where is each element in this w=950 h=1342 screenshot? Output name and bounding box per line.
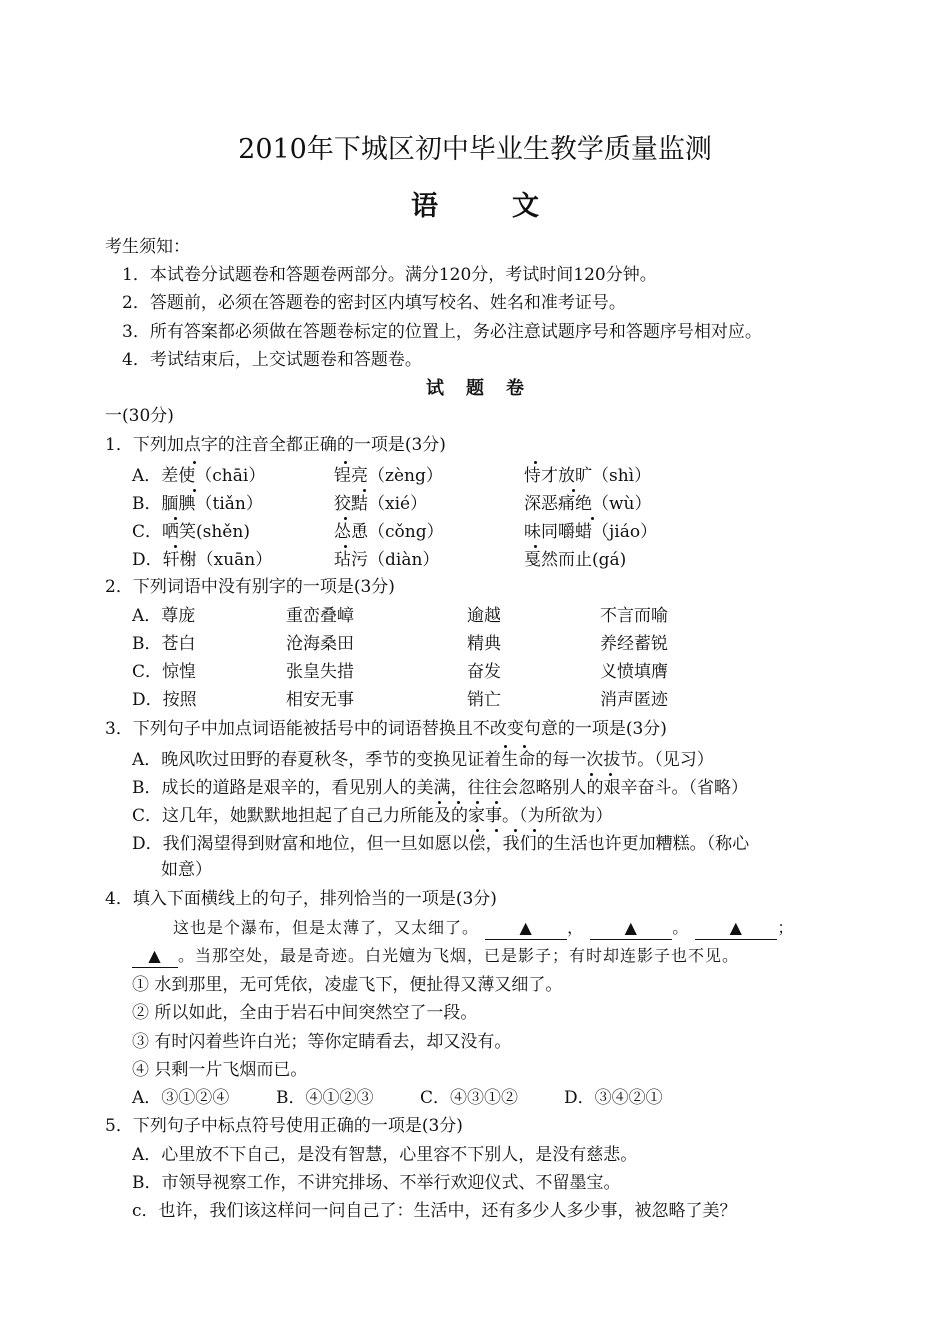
option-b-word-1: B．苍白 (132, 634, 196, 654)
passage-text: 这也是个瀑布，但是太薄了，又太细了。 (173, 918, 480, 937)
choice-b: B．④①②③ (276, 1088, 374, 1108)
option-c-word-2: 张皇失措 (286, 662, 354, 682)
option-b-word-2: 狡黠（xié） (334, 494, 428, 514)
section-title: 试题卷 (426, 378, 546, 399)
emphasis-dot (495, 801, 498, 804)
option-b-word-1: B．腼腆（tiǎn） (132, 494, 263, 514)
emphasis-dot (344, 517, 347, 520)
emphasis-dot (533, 829, 536, 832)
answer-blank: ▲ (132, 945, 178, 968)
option-b-word-2: 沧海桑田 (286, 634, 354, 654)
option-a-word-2: 重峦叠嶂 (286, 606, 354, 626)
emphasis-dot (363, 489, 366, 492)
answer-blank: ▲ (485, 917, 567, 940)
passage-line-2 (132, 945, 739, 968)
notice-item: 1．本试卷分试题卷和答题卷两部分。满分120分，考试时间120分钟。 (122, 265, 657, 285)
subject-heading: 语文 (411, 191, 613, 222)
notice-heading: 考生须知： (105, 237, 190, 257)
passage-line-1 (173, 917, 794, 940)
emphasis-dot (457, 801, 460, 804)
answer-blank: ▲ (695, 917, 777, 940)
emphasis-dot (590, 773, 593, 776)
question-2-stem: 2．下列词语中没有别字的一项是(3分) (105, 577, 395, 597)
option-c-word-2: 怂恿（cǒng） (334, 522, 444, 542)
emphasis-dot (193, 489, 196, 492)
emphasis-dot (523, 745, 526, 748)
passage-text: 。当那空处，最是奇迹。白光嬗为飞烟，已是影子；有时却连影子也不见。 (178, 946, 740, 965)
option-c: C．这几年，她默默地担起了自己力所能及的家事。（为所欲为） (132, 806, 613, 826)
option-a-word-3: 恃才放旷（shì） (524, 466, 652, 486)
emphasis-dot (572, 489, 575, 492)
sentence-2: ② 所以如此，全由于岩石中间突然空了一段。 (132, 1003, 478, 1023)
option-d: D．我们渴望得到财富和地位，但一旦如愿以偿，我们的生活也许更加糟糕。（称心 (132, 834, 750, 854)
emphasis-dot (534, 545, 537, 548)
question-1-stem: 1．下列加点字的注音全都正确的一项是(3分) (105, 435, 446, 455)
punctuation: ； (777, 918, 795, 937)
option-d-word-1: D．按照 (132, 690, 197, 710)
punctuation: 。 (672, 918, 690, 937)
emphasis-dot (495, 829, 498, 832)
emphasis-dot (609, 773, 612, 776)
notice-item: 3．所有答案都必须做在答题卷标定的位置上，务必注意试题序号和答题序号相对应。 (122, 322, 762, 342)
emphasis-dot (504, 745, 507, 748)
emphasis-dot (344, 545, 347, 548)
page-title: 2010年下城区初中毕业生教学质量监测 (238, 134, 712, 165)
part-heading: 一(30分) (105, 406, 174, 426)
option-c-word-1: C．哂笑(shěn) (132, 522, 250, 542)
sentence-1: ① 水到那里，无可凭依，凌虚飞下，便扯得又薄又细了。 (132, 975, 563, 995)
option-a-word-1: A．差使（chāi） (132, 466, 266, 486)
sentence-4: ④ 只剩一片飞烟而已。 (132, 1060, 308, 1080)
emphasis-dot (534, 461, 537, 464)
option-c-word-3: 味同嚼蜡（jiáo） (524, 522, 658, 542)
option-d-word-2: 相安无事 (286, 690, 354, 710)
option-d-word-2: 玷污（diàn） (334, 550, 440, 570)
option-d-word-1: D．轩榭（xuān） (132, 550, 273, 570)
emphasis-dot (476, 801, 479, 804)
notice-item: 2．答题前，必须在答题卷的密封区内填写校名、姓名和准考证号。 (122, 293, 626, 313)
question-4-stem: 4．填入下面横线上的句子，排列恰当的一项是(3分) (105, 889, 497, 909)
option-d-word-3: 销亡 (467, 690, 501, 710)
question-5-stem: 5．下列句子中标点符号使用正确的一项是(3分) (105, 1116, 463, 1136)
option-b-word-3: 深恶痛绝（wù） (524, 494, 652, 514)
option-d-continued: 如意） (161, 860, 212, 880)
option-b: B．成长的道路是艰辛的，看见别人的美满，往往会忽略别人的艰辛奋斗。（省略） (132, 778, 748, 798)
sentence-3: ③ 有时闪着些许白光；等你定睛看去，却又没有。 (132, 1032, 512, 1052)
option-c: c．也许，我们该这样问一问自己了：生活中，还有多少人多少事，被忽略了美？ (132, 1201, 737, 1221)
option-a-word-1: A．尊庞 (132, 606, 196, 626)
option-b-word-4: 养经蓄锐 (600, 634, 668, 654)
emphasis-dot (344, 461, 347, 464)
option-c-word-1: C．惊惶 (132, 662, 197, 682)
option-a: A．晚风吹过田野的春夏秋冬，季节的变换见证着生命的每一次拔节。（见习） (132, 750, 714, 770)
choice-c: C．④③①② (420, 1088, 519, 1108)
answer-blank: ▲ (590, 917, 672, 940)
option-b: B．市领导视察工作，不讲究排场、不举行欢迎仪式、不留墨宝。 (132, 1173, 621, 1193)
option-d-word-4: 消声匿迹 (600, 690, 668, 710)
option-a-word-4: 不言而喻 (600, 606, 668, 626)
emphasis-dot (591, 517, 594, 520)
choice-a: A．③①②④ (132, 1088, 230, 1108)
option-d-word-3: 戛然而止(gá) (524, 550, 627, 570)
choice-d: D．③④②① (564, 1088, 663, 1108)
emphasis-dot (193, 461, 196, 464)
emphasis-dot (174, 545, 177, 548)
notice-item: 4．考试结束后，上交试题卷和答题卷。 (122, 350, 422, 370)
option-a-word-2: 锃亮（zèng） (334, 466, 443, 486)
emphasis-dot (514, 829, 517, 832)
option-a-word-3: 逾越 (467, 606, 501, 626)
punctuation: ， (567, 918, 585, 937)
emphasis-dot (476, 829, 479, 832)
emphasis-dot (438, 801, 441, 804)
option-a: A．心里放不下自己，是没有智慧，心里容不下别人，是没有慈悲。 (132, 1145, 638, 1165)
emphasis-dot (174, 517, 177, 520)
option-b-word-3: 精典 (467, 634, 501, 654)
option-c-word-4: 义愤填膺 (600, 662, 668, 682)
question-3-stem: 3．下列句子中加点词语能被括号中的词语替换且不改变句意的一项是(3分) (105, 719, 667, 739)
option-c-word-3: 奋发 (467, 662, 501, 682)
